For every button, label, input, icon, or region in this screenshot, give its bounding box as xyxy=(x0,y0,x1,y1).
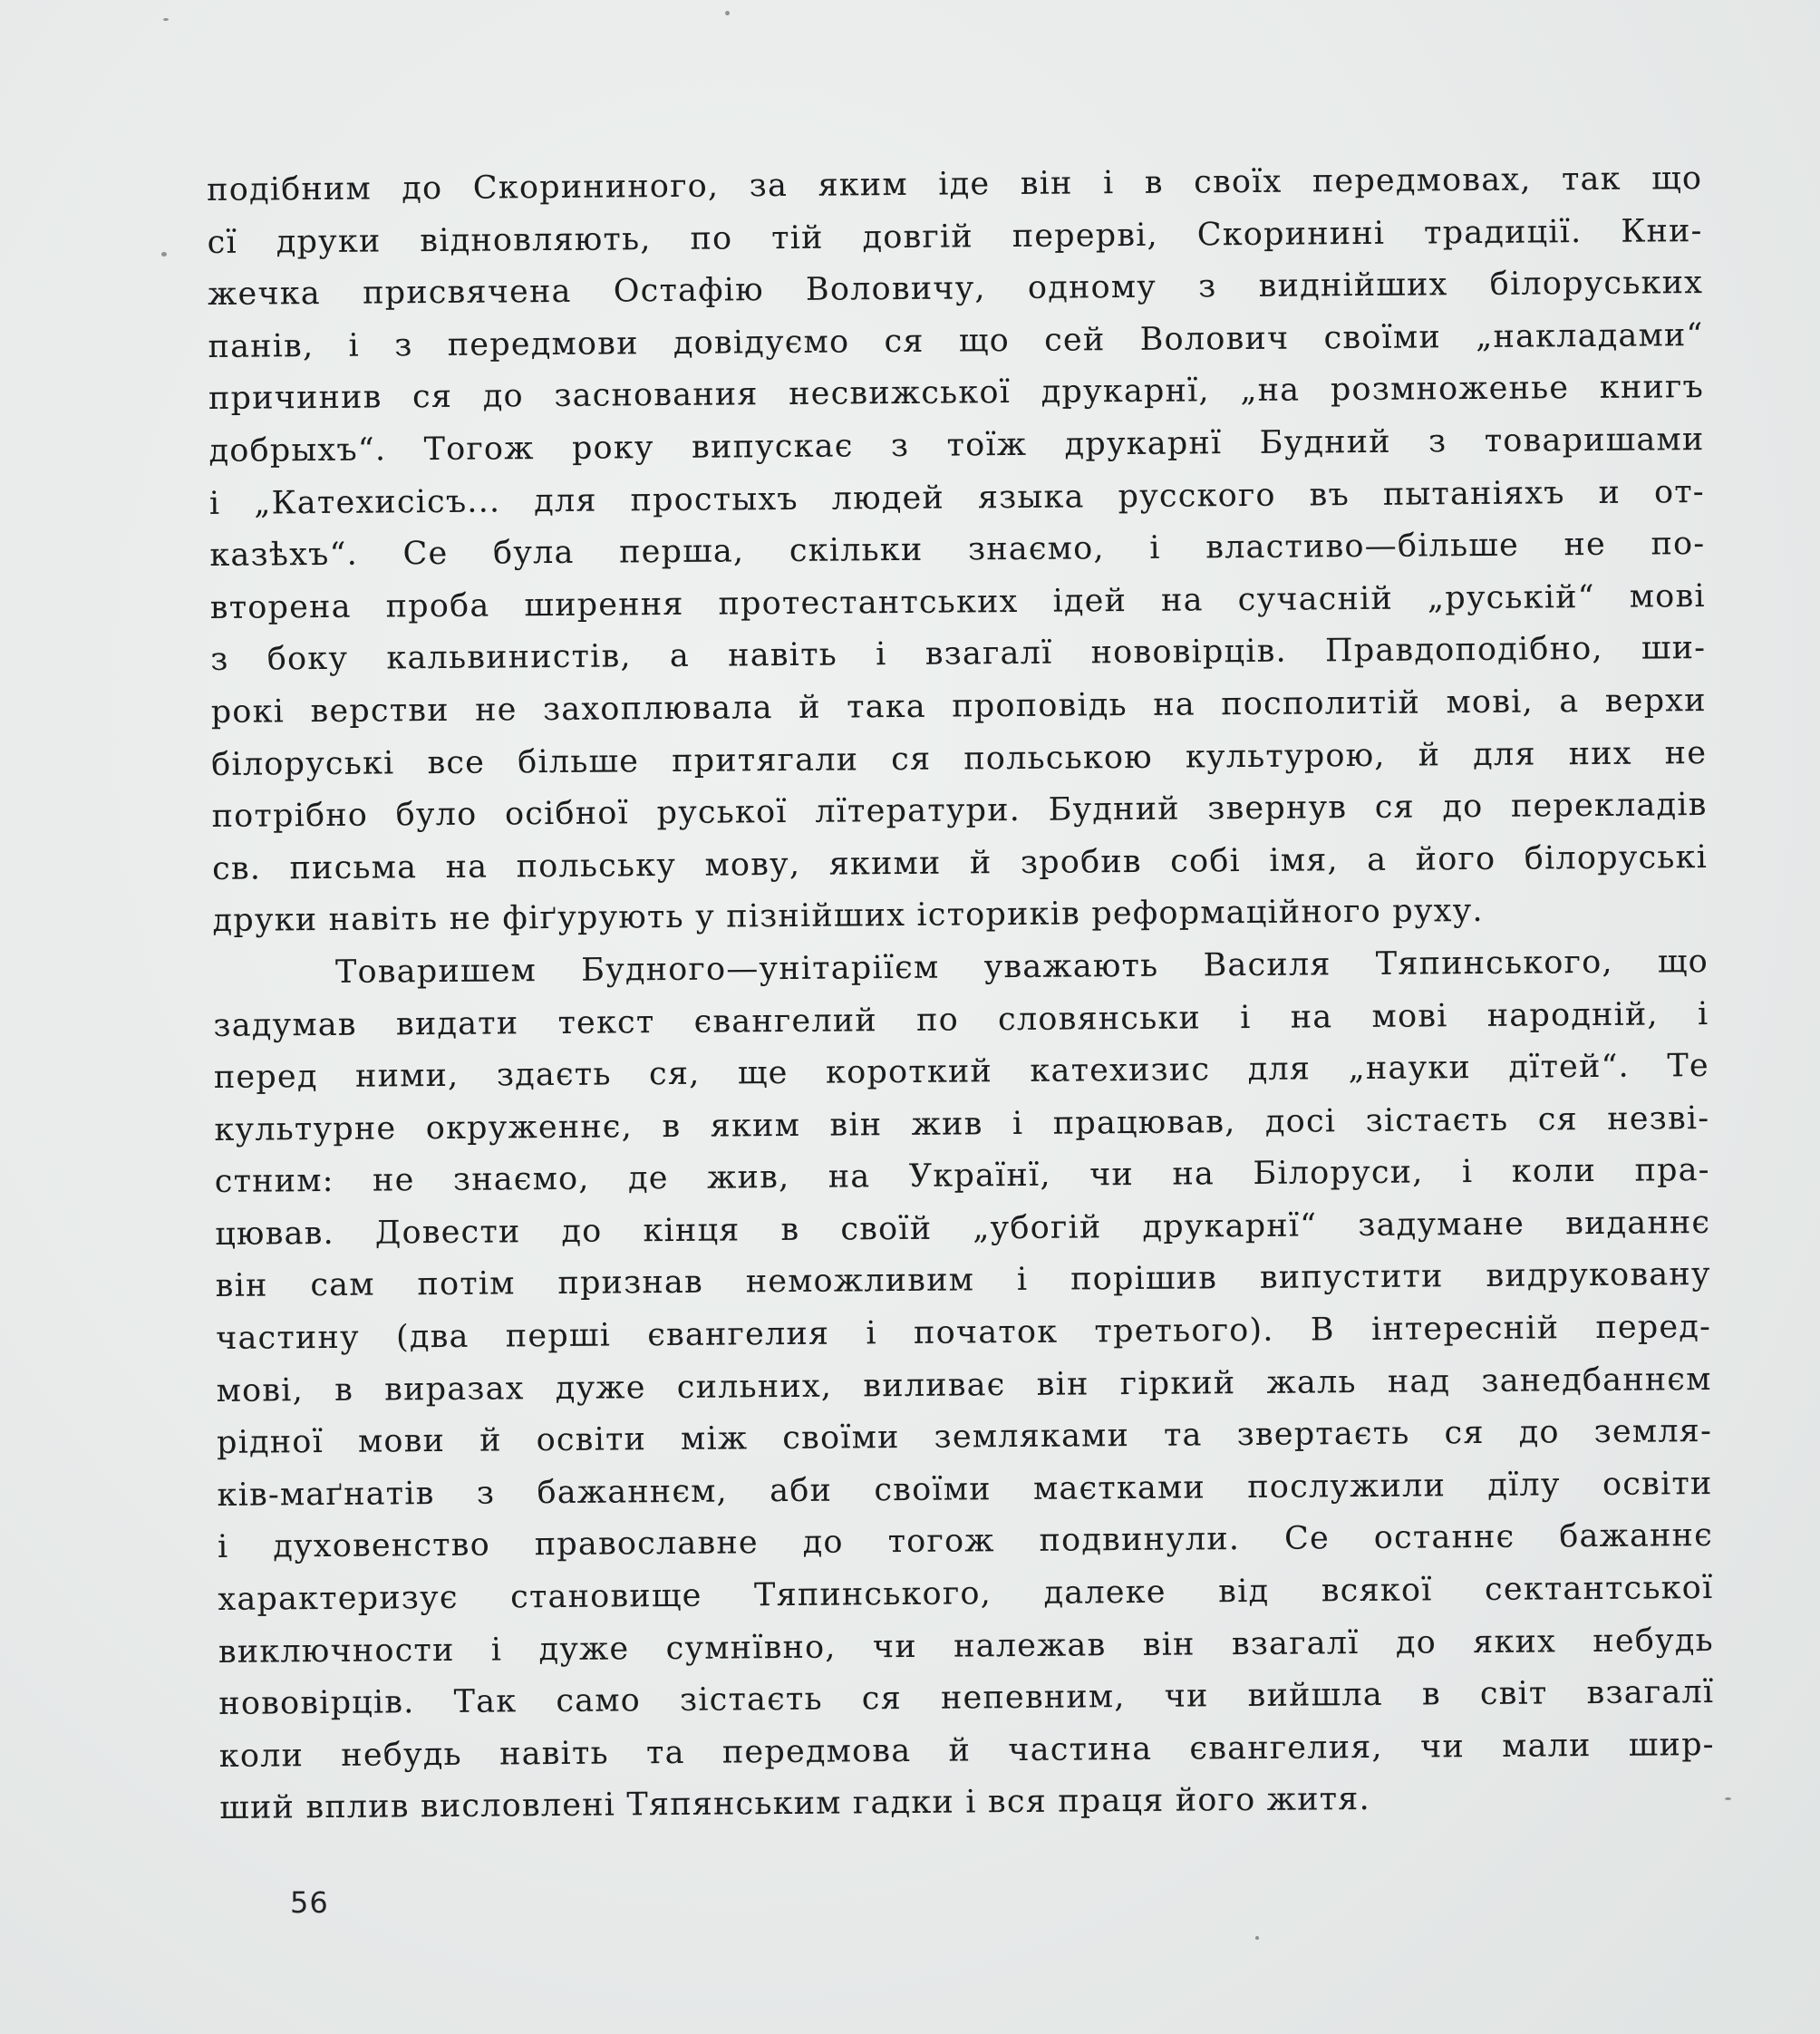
text-line: казѣхъ“. Се була перша, скільки знаємо, і властиво—більше не по- xyxy=(209,526,1706,575)
text-line: Товаришем Будного—унітаріїєм уважають Василя Тяпинського, що xyxy=(334,943,1709,991)
text-line: стним: не знаємо, де жив, на Українї, чи на Білоруси, і коли пра- xyxy=(214,1152,1710,1201)
text-line: сї друки відновляють, по тій довгій перерві, Скоринині традиції. Кни- xyxy=(207,212,1703,261)
text-line: добрыхъ“. Тогож року випускає з тоїж друкарнї Будний з товаришами xyxy=(208,421,1705,470)
text-line: потрібно було осібної руської лїтератури. Будний звернув ся до перекладів xyxy=(211,787,1708,836)
text-line: і „Катехисісъ... для простыхъ людей языка русского въ пытаніяхъ и от- xyxy=(208,473,1706,522)
text-line: він сам потім признав неможливим і порішив випустити видруковану xyxy=(215,1256,1711,1305)
text-line: рокі верстви не захоплювала й така проповідь на посполитій мові, а верхи xyxy=(210,682,1707,731)
text-line: культурне окруженнє, в яким він жив і працював, досі зістаєть ся незві- xyxy=(214,1099,1710,1148)
text-line: св. письма на польську мову, якими й зробив собі імя, а його білоруські xyxy=(211,838,1709,887)
text-line: перед ними, здаєть ся, ще короткий катехизис для „науки дїтей“. Те xyxy=(213,1048,1710,1097)
text-line: з боку кальвинистів, а навіть і взагалї нововірців. Правдоподібно, ши- xyxy=(210,630,1707,679)
paragraph-2 xyxy=(213,936,1716,1835)
text-line: задумав видати текст євангелий по словянськи і на мові народній, і xyxy=(213,995,1709,1044)
text-line: і духовенство православне до тогож подвинули. Се останнє бажаннє xyxy=(217,1517,1714,1566)
text-line: коли небудь навіть та передмова й частина євангелия, чи мали шир- xyxy=(218,1726,1715,1775)
scan-speck xyxy=(1255,1936,1259,1940)
text-line: білоруські все більше притягали ся польською культурою, й для них не xyxy=(211,734,1708,783)
paragraph-1 xyxy=(207,153,1709,948)
text-line: ший вплив висловлені Тяпянським гадки і вся праця його житя. xyxy=(219,1781,1370,1827)
text-line: друки навіть не фіґурують у пізнійших істориків реформаційного руху. xyxy=(212,893,1484,940)
scan-speck xyxy=(161,252,167,257)
text-line: вторена проба ширення протестантських ідей на сучасній „руській“ мові xyxy=(209,577,1706,626)
body-text xyxy=(207,153,1715,1835)
text-line: панів, і з передмови довідуємо ся що сей Волович своїми „накладами“ xyxy=(208,316,1704,365)
text-line: виключности і дуже сумнївно, чи належав він взагалї до яких небудь xyxy=(218,1622,1714,1671)
text-line: мові, в виразах дуже сильних, виливає він гіркий жаль над занедбаннєм xyxy=(216,1361,1712,1409)
text-line: рідної мови й освіти між своїми земляками та звертаєть ся до земля- xyxy=(216,1413,1713,1462)
scan-speck xyxy=(163,18,169,21)
page-number: 56 xyxy=(290,1885,329,1920)
text-line: нововірців. Так само зістаєть ся непевним, чи вийшла в світ взагалї xyxy=(218,1674,1715,1723)
text-line: жечка присвячена Остафію Воловичу, одному з виднійших білоруських xyxy=(207,265,1704,314)
text-line: ків-маґнатів з бажаннєм, аби своїми маєтками послужили дїлу освіти xyxy=(217,1465,1713,1514)
text-line: причинив ся до заснования несвижської друкарнї, „на розмноженье книгъ xyxy=(208,369,1705,418)
text-line: подібним до Скорининого, за яким іде він і в своїх передмовах, так що xyxy=(207,160,1703,208)
scan-speck xyxy=(725,11,730,15)
text-line: частину (два перші євангелия і початок третього). В інтересній перед- xyxy=(216,1309,1712,1358)
text-line: характеризує становище Тяпинського, далеке від всякої сектантської xyxy=(218,1570,1714,1618)
scan-speck xyxy=(1725,1797,1731,1800)
text-line: цював. Довести до кінця в своїй „убогій друкарнї“ задумане виданнє xyxy=(215,1204,1711,1253)
